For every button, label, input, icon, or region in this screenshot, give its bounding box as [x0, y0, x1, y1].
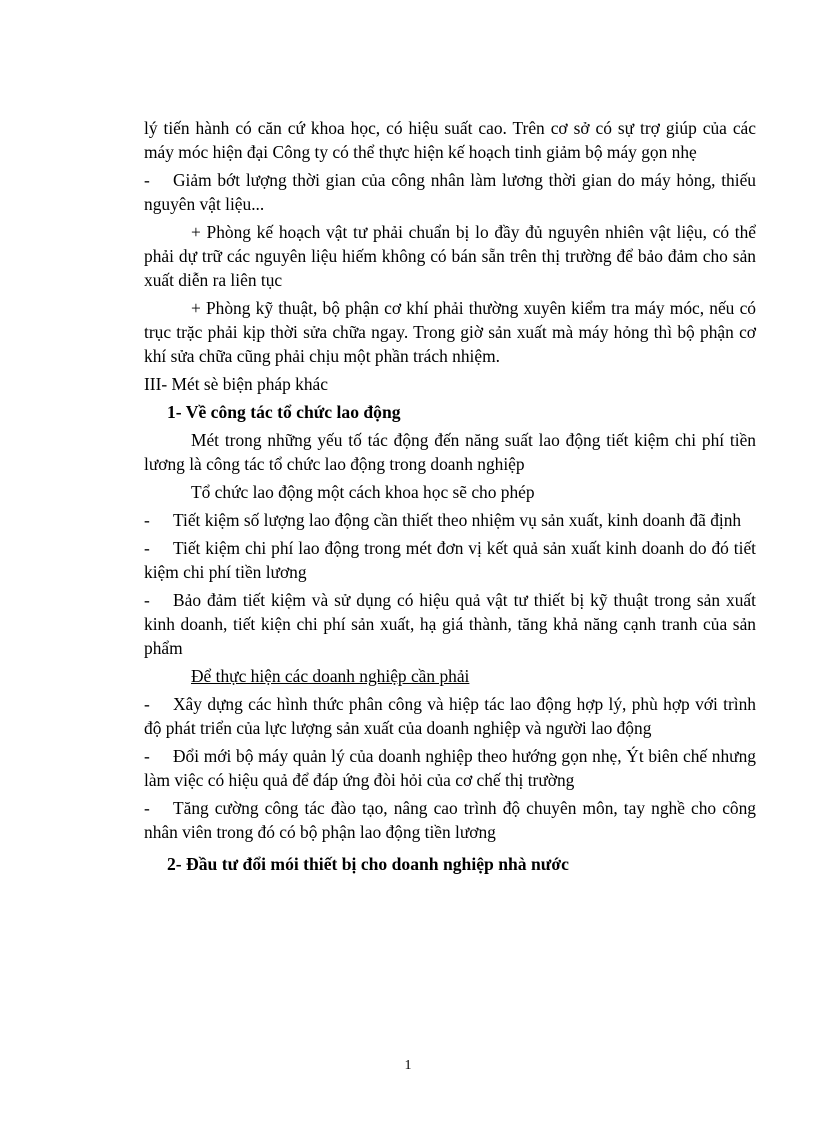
- bullet-mark: -: [144, 510, 150, 530]
- bullet-text: Tiết kiệm số lượng lao động cần thiết theo nhiệm vụ sản xuất, kinh doanh đã định: [173, 510, 742, 530]
- bullet-text: Xây dựng các hình thức phân công và hiệp tác lao động hợp lý, phù hợp với trình độ phát triển của lực lượng sản xuất của doanh nghiệp và người lao động: [144, 694, 756, 738]
- bullet-training: [144, 796, 756, 844]
- bullet-text: Bảo đảm tiết kiệm và sử dụng có hiệu quả vật tư thiết bị kỹ thuật trong sản xuất kinh doanh, tiết kiện chi phí sản xuất, hạ giá thành, tăng khả năng cạnh tranh của sản phẩm: [144, 590, 756, 658]
- bullet-mark: -: [144, 538, 150, 558]
- paragraph-labor-factor: Mét trong những yếu tố tác động đến năng suất lao động tiết kiệm chi phí tiền lương là công tác tổ chức lao động trong doanh nghiệp: [144, 430, 756, 474]
- bullet-mark: -: [144, 746, 150, 766]
- bullet-mark: -: [144, 590, 150, 610]
- bullet-division-of-labor: [144, 692, 756, 740]
- bullet-reduce-downtime: [144, 168, 756, 216]
- paragraph-scientific-organization: Tổ chức lao động một cách khoa học sẽ cho phép: [191, 482, 535, 502]
- page-number: 1: [404, 1058, 412, 1073]
- subheading-to-implement: Để thực hiện các doanh nghiệp cần phải: [191, 666, 470, 686]
- bullet-text: Giảm bớt lượng thời gian của công nhân làm lương thời gian do máy hỏng, thiếu nguyên vật liệu...: [144, 170, 756, 214]
- paragraph-technical-dept: + Phòng kỹ thuật, bộ phận cơ khí phải thường xuyên kiểm tra máy móc, nếu có trục trặc phải kịp thời sửa chữa ngay. Trong giờ sản xuất mà máy hỏng thì bộ phận cơ khí sửa chữa cũng phải chịu một phần trách nhiệm.: [144, 298, 756, 366]
- bullet-mark: -: [144, 694, 150, 714]
- heading-equipment-investment: 2- Đầu tư đổi mói thiết bị cho doanh nghiệp nhà nước: [167, 854, 569, 874]
- bullet-mark: -: [144, 170, 150, 190]
- bullet-text: Tiết kiệm chi phí lao động trong mét đơn vị kết quả sản xuất kinh doanh do đó tiết kiệm chi phí tiền lương: [144, 538, 756, 582]
- section-heading-other-measures: III- Mét sè biện pháp khác: [144, 374, 328, 394]
- heading-labor-organization: 1- Về công tác tổ chức lao động: [167, 402, 401, 422]
- document-body: [144, 116, 756, 880]
- bullet-text: Đổi mới bộ máy quản lý của doanh nghiệp theo hướng gọn nhẹ, Ýt biên chế nhưng làm việc có hiệu quả để đáp ứng đòi hỏi của cơ chế thị trường: [144, 746, 756, 790]
- bullet-save-labor-cost: [144, 536, 756, 584]
- bullet-mark: -: [144, 798, 150, 818]
- bullet-efficient-materials: [144, 588, 756, 660]
- bullet-management-reform: [144, 744, 756, 792]
- paragraph-planning-dept: + Phòng kế hoạch vật tư phải chuẩn bị lo đầy đủ nguyên nhiên vật liệu, có thể phải dự trữ các nguyên liệu hiếm không có bán sẵn trên thị trường để bảo đảm cho sản xuất diễn ra liên tục: [144, 222, 756, 290]
- bullet-text: Tăng cường công tác đào tạo, nâng cao trình độ chuyên môn, tay nghề cho công nhân viên trong đó có bộ phận lao động tiền lương: [144, 798, 756, 842]
- bullet-save-labor-count: [144, 508, 756, 532]
- paragraph-continuation: lý tiến hành có căn cứ khoa học, có hiệu suất cao. Trên cơ sở có sự trợ giúp của các máy móc hiện đại Công ty có thể thực hiện kế hoạch tinh giảm bộ máy gọn nhẹ: [144, 118, 756, 162]
